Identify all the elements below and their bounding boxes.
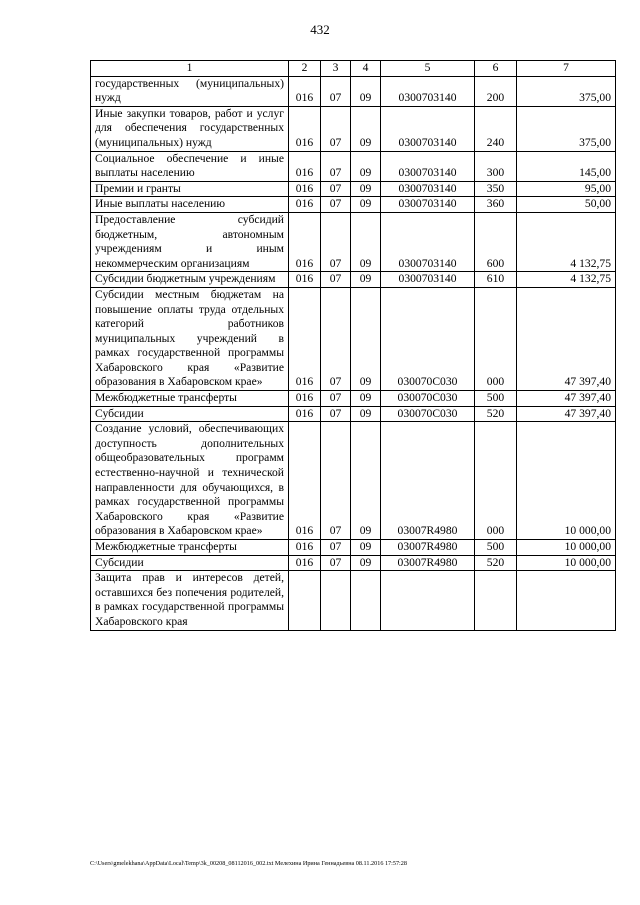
row-gr: 016 — [289, 540, 321, 556]
row-rz: 07 — [321, 540, 351, 556]
row-name: Субсидии бюджетным учреждениям — [91, 272, 289, 288]
row-csr: 030070С030 — [381, 406, 475, 422]
row-rz: 07 — [321, 106, 351, 151]
row-name: Иные выплаты населению — [91, 197, 289, 213]
row-csr: 0300703140 — [381, 106, 475, 151]
table-row — [91, 197, 616, 213]
table-row — [91, 422, 616, 540]
row-vr: 300 — [475, 151, 517, 181]
row-pr: 09 — [351, 272, 381, 288]
row-gr — [289, 571, 321, 630]
row-sum: 47 397,40 — [517, 406, 616, 422]
row-sum: 145,00 — [517, 151, 616, 181]
row-gr: 016 — [289, 272, 321, 288]
table-row — [91, 540, 616, 556]
row-gr: 016 — [289, 197, 321, 213]
row-rz: 07 — [321, 406, 351, 422]
row-gr: 016 — [289, 76, 321, 106]
row-pr: 09 — [351, 181, 381, 197]
row-vr: 600 — [475, 212, 517, 271]
row-sum: 10 000,00 — [517, 422, 616, 540]
row-rz: 07 — [321, 287, 351, 390]
table-row — [91, 181, 616, 197]
row-sum — [517, 571, 616, 630]
row-pr: 09 — [351, 555, 381, 571]
row-pr: 09 — [351, 540, 381, 556]
header-row — [91, 61, 616, 77]
row-name: Субсидии — [91, 555, 289, 571]
row-gr: 016 — [289, 151, 321, 181]
table-row — [91, 212, 616, 271]
table-row — [91, 76, 616, 106]
table-row — [91, 151, 616, 181]
row-gr: 016 — [289, 212, 321, 271]
row-name: Социальное обеспечение и иные выплаты населению — [91, 151, 289, 181]
row-rz: 07 — [321, 151, 351, 181]
row-vr: 240 — [475, 106, 517, 151]
row-gr: 016 — [289, 287, 321, 390]
row-pr: 09 — [351, 106, 381, 151]
row-gr: 016 — [289, 181, 321, 197]
row-vr: 520 — [475, 406, 517, 422]
row-vr: 520 — [475, 555, 517, 571]
header-col-1: 1 — [91, 61, 289, 77]
row-name: Защита прав и интересов детей, оставшихся без попечения родителей, в рамках государственной программы Хабаровского края — [91, 571, 289, 630]
row-vr: 610 — [475, 272, 517, 288]
row-rz: 07 — [321, 76, 351, 106]
row-pr: 09 — [351, 406, 381, 422]
row-csr: 0300703140 — [381, 76, 475, 106]
row-pr — [351, 571, 381, 630]
row-name: государственных (муниципальных) нужд — [91, 76, 289, 106]
row-sum: 10 000,00 — [517, 540, 616, 556]
row-gr: 016 — [289, 422, 321, 540]
row-vr: 500 — [475, 540, 517, 556]
row-csr: 030070С030 — [381, 391, 475, 407]
row-gr: 016 — [289, 391, 321, 407]
table-row — [91, 272, 616, 288]
row-vr: 000 — [475, 287, 517, 390]
table-row — [91, 555, 616, 571]
row-vr: 360 — [475, 197, 517, 213]
row-rz: 07 — [321, 272, 351, 288]
table-row — [91, 287, 616, 390]
row-csr: 03007R4980 — [381, 540, 475, 556]
row-rz: 07 — [321, 422, 351, 540]
row-sum: 4 132,75 — [517, 212, 616, 271]
budget-table — [90, 60, 616, 631]
header-col-4: 4 — [351, 61, 381, 77]
row-rz: 07 — [321, 212, 351, 271]
header-col-2: 2 — [289, 61, 321, 77]
row-sum: 375,00 — [517, 106, 616, 151]
row-rz: 07 — [321, 391, 351, 407]
row-sum: 50,00 — [517, 197, 616, 213]
row-gr: 016 — [289, 555, 321, 571]
row-name: Межбюджетные трансферты — [91, 540, 289, 556]
row-sum: 4 132,75 — [517, 272, 616, 288]
row-gr: 016 — [289, 406, 321, 422]
row-pr: 09 — [351, 212, 381, 271]
table-row — [91, 391, 616, 407]
row-csr — [381, 571, 475, 630]
row-pr: 09 — [351, 422, 381, 540]
row-csr: 0300703140 — [381, 197, 475, 213]
row-sum: 47 397,40 — [517, 391, 616, 407]
row-vr — [475, 571, 517, 630]
row-name: Субсидии — [91, 406, 289, 422]
row-name: Межбюджетные трансферты — [91, 391, 289, 407]
row-sum: 95,00 — [517, 181, 616, 197]
row-name: Создание условий, обеспечивающих доступность дополнительных общеобразовательных программ естественно-научной и технической направленности для обучающихся, в рамках государственной программы Хабаровского края «Развитие образования в Хабаровском крае» — [91, 422, 289, 540]
row-csr: 0300703140 — [381, 212, 475, 271]
row-csr: 03007R4980 — [381, 422, 475, 540]
row-sum: 10 000,00 — [517, 555, 616, 571]
row-rz: 07 — [321, 197, 351, 213]
header-col-5: 5 — [381, 61, 475, 77]
row-pr: 09 — [351, 197, 381, 213]
row-vr: 000 — [475, 422, 517, 540]
footer-file-path: C:\Users\gmelekhana\AppData\Local\Temp\3k_00208_08112016_002.txt Мелехина Ирина Геннадьевна 08.11.2016 17:57:28 — [90, 860, 407, 867]
table-row — [91, 106, 616, 151]
row-csr: 030070С030 — [381, 287, 475, 390]
row-name: Премии и гранты — [91, 181, 289, 197]
row-csr: 0300703140 — [381, 272, 475, 288]
row-name: Субсидии местным бюджетам на повышение оплаты труда отдельных категорий работников муниципальных учреждений в рамках государственной программы Хабаровского края «Развитие образования в Хабаровском крае» — [91, 287, 289, 390]
row-rz: 07 — [321, 555, 351, 571]
row-sum: 375,00 — [517, 76, 616, 106]
row-pr: 09 — [351, 151, 381, 181]
row-vr: 200 — [475, 76, 517, 106]
table-row — [91, 406, 616, 422]
row-pr: 09 — [351, 391, 381, 407]
row-name: Предоставление субсидий бюджетным, автономным учреждениям и иным некоммерческим организациям — [91, 212, 289, 271]
row-rz — [321, 571, 351, 630]
row-gr: 016 — [289, 106, 321, 151]
row-vr: 350 — [475, 181, 517, 197]
row-name: Иные закупки товаров, работ и услуг для обеспечения государственных (муниципальных) нужд — [91, 106, 289, 151]
row-vr: 500 — [475, 391, 517, 407]
page-number: 432 — [310, 22, 330, 37]
row-sum: 47 397,40 — [517, 287, 616, 390]
header-col-3: 3 — [321, 61, 351, 77]
row-pr: 09 — [351, 287, 381, 390]
header-col-7: 7 — [517, 61, 616, 77]
header-col-6: 6 — [475, 61, 517, 77]
row-pr: 09 — [351, 76, 381, 106]
row-csr: 0300703140 — [381, 181, 475, 197]
row-csr: 0300703140 — [381, 151, 475, 181]
row-rz: 07 — [321, 181, 351, 197]
row-csr: 03007R4980 — [381, 555, 475, 571]
table-row — [91, 571, 616, 630]
